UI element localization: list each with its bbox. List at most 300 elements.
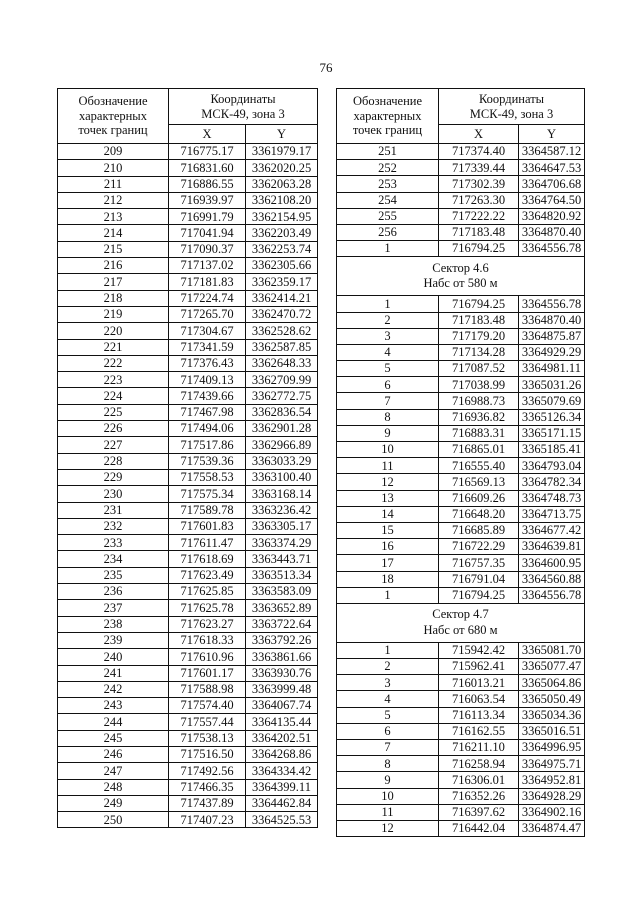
y-coordinate-cell: 3364067.74 — [246, 698, 318, 714]
y-coordinate-cell: 3364713.75 — [519, 506, 585, 522]
y-coordinate-cell: 3365050.49 — [519, 691, 585, 707]
x-coordinate-cell: 716442.04 — [439, 820, 519, 836]
x-coordinate-cell: 716794.25 — [439, 296, 519, 312]
y-coordinate-cell: 3361979.17 — [246, 144, 318, 160]
x-coordinate-cell: 716258.94 — [439, 756, 519, 772]
x-coordinate-cell: 717183.48 — [439, 312, 519, 328]
table-row — [58, 241, 318, 257]
y-coordinate-cell: 3362063.28 — [246, 176, 318, 192]
header-text-line: Обозначение — [78, 94, 148, 109]
point-number-cell: 216 — [58, 258, 169, 274]
table-row — [337, 555, 585, 571]
table-row — [58, 795, 318, 811]
x-coordinate-cell: 716397.62 — [439, 804, 519, 820]
point-number-cell: 12 — [337, 820, 439, 836]
x-coordinate-cell: 717588.98 — [169, 681, 246, 697]
point-number-cell: 1 — [337, 241, 439, 257]
x-column-header: X — [169, 125, 246, 144]
x-coordinate-cell: 717467.98 — [169, 404, 246, 420]
x-coordinate-cell: 716609.26 — [439, 490, 519, 506]
y-coordinate-cell: 3364587.12 — [519, 144, 585, 160]
point-number-cell: 243 — [58, 698, 169, 714]
left-coordinates-table — [57, 88, 318, 828]
point-number-cell: 1 — [337, 296, 439, 312]
table-row — [337, 539, 585, 555]
x-coordinate-cell: 717181.83 — [169, 274, 246, 290]
point-number-cell: 11 — [337, 804, 439, 820]
y-coordinate-cell: 3363305.17 — [246, 518, 318, 534]
y-coordinate-cell: 3364268.86 — [246, 746, 318, 762]
point-number-cell: 1 — [337, 642, 439, 658]
x-coordinate-cell: 717339.44 — [439, 160, 519, 176]
point-number-cell: 248 — [58, 779, 169, 795]
table-row — [337, 344, 585, 360]
table-row — [58, 535, 318, 551]
y-column-header: Y — [246, 125, 318, 144]
point-number-cell: 2 — [337, 659, 439, 675]
coordinates-title: Координаты — [210, 92, 276, 106]
point-number-cell: 218 — [58, 290, 169, 306]
table-row — [337, 522, 585, 538]
table-row — [58, 698, 318, 714]
y-coordinate-cell: 3364875.87 — [519, 328, 585, 344]
point-number-cell: 242 — [58, 681, 169, 697]
x-coordinate-cell: 717575.34 — [169, 486, 246, 502]
x-coordinate-cell: 716013.21 — [439, 675, 519, 691]
table-row — [337, 659, 585, 675]
table-row — [337, 241, 585, 257]
sector-height-label: Набс от 680 м — [423, 622, 498, 637]
point-number-cell: 10 — [337, 788, 439, 804]
point-number-cell: 249 — [58, 795, 169, 811]
table-row — [58, 258, 318, 274]
point-number-cell: 228 — [58, 453, 169, 469]
x-coordinate-cell: 717134.28 — [439, 344, 519, 360]
table-row — [337, 144, 585, 160]
table-row — [337, 691, 585, 707]
x-coordinate-cell: 717263.30 — [439, 192, 519, 208]
x-coordinate-cell: 717222.22 — [439, 208, 519, 224]
x-coordinate-cell: 716991.79 — [169, 209, 246, 225]
point-number-cell: 250 — [58, 812, 169, 828]
point-number-cell: 9 — [337, 772, 439, 788]
x-coordinate-cell: 717137.02 — [169, 258, 246, 274]
point-number-cell: 10 — [337, 442, 439, 458]
coordinate-system-label: МСК-49, зона 3 — [469, 106, 554, 121]
y-coordinate-cell: 3362020.25 — [246, 160, 318, 176]
table-header-row — [58, 89, 318, 125]
coordinates-title: Координаты — [478, 92, 545, 106]
table-row — [337, 442, 585, 458]
point-number-cell: 6 — [337, 723, 439, 739]
x-coordinate-cell: 716162.55 — [439, 723, 519, 739]
point-number-cell: 8 — [337, 409, 439, 425]
table-row — [337, 571, 585, 587]
x-coordinate-cell: 716211.10 — [439, 740, 519, 756]
point-number-cell: 16 — [337, 539, 439, 555]
point-number-cell: 217 — [58, 274, 169, 290]
point-number-cell: 244 — [58, 714, 169, 730]
table-row — [337, 675, 585, 691]
x-coordinate-cell: 717087.52 — [439, 361, 519, 377]
x-coordinate-cell: 717492.56 — [169, 763, 246, 779]
table-row — [58, 388, 318, 404]
point-number-cell: 246 — [58, 746, 169, 762]
x-coordinate-cell: 717516.50 — [169, 746, 246, 762]
y-coordinate-cell: 3362709.99 — [246, 372, 318, 388]
point-number-cell: 252 — [337, 160, 439, 176]
x-coordinate-cell: 716648.20 — [439, 506, 519, 522]
y-coordinate-cell: 3363168.14 — [246, 486, 318, 502]
x-column-header: X — [439, 125, 519, 144]
y-coordinate-cell: 3364525.53 — [246, 812, 318, 828]
y-coordinate-cell: 3363100.40 — [246, 469, 318, 485]
point-number-cell: 14 — [337, 506, 439, 522]
y-coordinate-cell: 3363999.48 — [246, 681, 318, 697]
point-number-cell: 221 — [58, 339, 169, 355]
table-row — [58, 160, 318, 176]
y-coordinate-cell: 3363583.09 — [246, 584, 318, 600]
x-coordinate-cell: 717090.37 — [169, 241, 246, 257]
y-coordinate-cell: 3362253.74 — [246, 241, 318, 257]
sector-header-row — [337, 257, 585, 296]
point-number-cell: 215 — [58, 241, 169, 257]
table-row — [58, 763, 318, 779]
table-row — [58, 306, 318, 322]
table-row — [337, 393, 585, 409]
x-coordinate-cell: 716685.89 — [439, 522, 519, 538]
table-row — [58, 274, 318, 290]
point-number-cell: 3 — [337, 328, 439, 344]
table-row — [337, 208, 585, 224]
x-coordinate-cell: 717589.78 — [169, 502, 246, 518]
point-number-cell: 245 — [58, 730, 169, 746]
point-number-cell: 6 — [337, 377, 439, 393]
point-number-cell: 231 — [58, 502, 169, 518]
x-coordinate-cell: 717341.59 — [169, 339, 246, 355]
point-number-cell: 2 — [337, 312, 439, 328]
y-coordinate-cell: 3364556.78 — [519, 587, 585, 603]
y-coordinate-cell: 3364996.95 — [519, 740, 585, 756]
x-coordinate-cell: 716883.31 — [439, 425, 519, 441]
y-coordinate-cell: 3362359.17 — [246, 274, 318, 290]
x-coordinate-cell: 717618.33 — [169, 632, 246, 648]
y-coordinate-cell: 3362966.89 — [246, 437, 318, 453]
point-number-cell: 4 — [337, 691, 439, 707]
x-coordinate-cell: 717618.69 — [169, 551, 246, 567]
x-coordinate-cell: 717623.27 — [169, 616, 246, 632]
page-number: 76 — [319, 60, 333, 75]
point-number-cell: 254 — [337, 192, 439, 208]
left-table-body — [58, 144, 318, 828]
y-coordinate-cell: 3364782.34 — [519, 474, 585, 490]
y-coordinate-cell: 3364928.29 — [519, 788, 585, 804]
table-row — [58, 632, 318, 648]
y-coordinate-cell: 3364639.81 — [519, 539, 585, 555]
table-row — [337, 458, 585, 474]
x-coordinate-cell: 717538.13 — [169, 730, 246, 746]
point-number-cell: 253 — [337, 176, 439, 192]
y-coordinate-cell: 3362648.33 — [246, 355, 318, 371]
point-number-cell: 209 — [58, 144, 169, 160]
x-coordinate-cell: 716757.35 — [439, 555, 519, 571]
table-row — [58, 372, 318, 388]
header-text-line: Обозначение — [352, 94, 423, 109]
x-coordinate-cell: 717376.43 — [169, 355, 246, 371]
coordinates-header — [169, 89, 318, 125]
x-coordinate-cell: 717374.40 — [439, 144, 519, 160]
table-row — [337, 224, 585, 240]
table-row — [337, 804, 585, 820]
y-coordinate-cell: 3362305.66 — [246, 258, 318, 274]
header-text-line: точек границ — [352, 123, 423, 138]
x-coordinate-cell: 716831.60 — [169, 160, 246, 176]
point-number-cell: 237 — [58, 600, 169, 616]
point-designation-header — [337, 89, 439, 144]
x-coordinate-cell: 717224.74 — [169, 290, 246, 306]
table-row — [58, 600, 318, 616]
y-coordinate-cell: 3363722.64 — [246, 616, 318, 632]
x-coordinate-cell: 716794.25 — [439, 241, 519, 257]
table-row — [337, 707, 585, 723]
point-number-cell: 220 — [58, 323, 169, 339]
sector-height-label: Набс от 580 м — [423, 276, 498, 291]
y-coordinate-cell: 3362414.21 — [246, 290, 318, 306]
x-coordinate-cell: 717439.66 — [169, 388, 246, 404]
x-coordinate-cell: 717466.35 — [169, 779, 246, 795]
y-coordinate-cell: 3364399.11 — [246, 779, 318, 795]
x-coordinate-cell: 716569.13 — [439, 474, 519, 490]
y-coordinate-cell: 3364135.44 — [246, 714, 318, 730]
table-row — [58, 404, 318, 420]
point-number-cell: 226 — [58, 421, 169, 437]
point-number-cell: 251 — [337, 144, 439, 160]
y-coordinate-cell: 3363652.89 — [246, 600, 318, 616]
x-coordinate-cell: 717610.96 — [169, 649, 246, 665]
point-number-cell: 240 — [58, 649, 169, 665]
point-number-cell: 11 — [337, 458, 439, 474]
y-coordinate-cell: 3362528.62 — [246, 323, 318, 339]
table-row — [337, 506, 585, 522]
x-coordinate-cell: 717601.17 — [169, 665, 246, 681]
y-coordinate-cell: 3363033.29 — [246, 453, 318, 469]
x-coordinate-cell: 717407.23 — [169, 812, 246, 828]
table-row — [58, 209, 318, 225]
point-number-cell: 5 — [337, 361, 439, 377]
x-coordinate-cell: 716352.26 — [439, 788, 519, 804]
y-coordinate-cell: 3365126.34 — [519, 409, 585, 425]
y-coordinate-cell: 3362587.85 — [246, 339, 318, 355]
y-coordinate-cell: 3365016.51 — [519, 723, 585, 739]
table-row — [58, 730, 318, 746]
y-coordinate-cell: 3362108.20 — [246, 192, 318, 208]
y-coordinate-cell: 3364600.95 — [519, 555, 585, 571]
table-row — [58, 453, 318, 469]
table-row — [58, 681, 318, 697]
y-coordinate-cell: 3363861.66 — [246, 649, 318, 665]
y-coordinate-cell: 3364647.53 — [519, 160, 585, 176]
right-coordinates-table — [336, 88, 585, 837]
x-coordinate-cell: 717611.47 — [169, 535, 246, 551]
table-row — [58, 225, 318, 241]
x-coordinate-cell: 717558.53 — [169, 469, 246, 485]
x-coordinate-cell: 717517.86 — [169, 437, 246, 453]
y-coordinate-cell: 3365171.15 — [519, 425, 585, 441]
table-row — [337, 361, 585, 377]
point-number-cell: 227 — [58, 437, 169, 453]
point-number-cell: 210 — [58, 160, 169, 176]
table-row — [337, 328, 585, 344]
point-number-cell: 230 — [58, 486, 169, 502]
table-row — [58, 355, 318, 371]
table-row — [337, 772, 585, 788]
point-number-cell: 5 — [337, 707, 439, 723]
y-coordinate-cell: 3364748.73 — [519, 490, 585, 506]
x-coordinate-cell: 716113.34 — [439, 707, 519, 723]
table-row — [337, 312, 585, 328]
x-coordinate-cell: 717265.70 — [169, 306, 246, 322]
table-row — [58, 323, 318, 339]
point-number-cell: 235 — [58, 567, 169, 583]
y-coordinate-cell: 3365081.70 — [519, 642, 585, 658]
table-row — [58, 144, 318, 160]
y-coordinate-cell: 3364870.40 — [519, 312, 585, 328]
point-number-cell: 8 — [337, 756, 439, 772]
table-row — [58, 486, 318, 502]
table-row — [58, 551, 318, 567]
point-number-cell: 236 — [58, 584, 169, 600]
x-coordinate-cell: 717038.99 — [439, 377, 519, 393]
y-coordinate-cell: 3364975.71 — [519, 756, 585, 772]
y-coordinate-cell: 3363236.42 — [246, 502, 318, 518]
y-coordinate-cell: 3364764.50 — [519, 192, 585, 208]
x-coordinate-cell: 716936.82 — [439, 409, 519, 425]
point-number-cell: 214 — [58, 225, 169, 241]
x-coordinate-cell: 715962.41 — [439, 659, 519, 675]
y-coordinate-cell: 3364820.92 — [519, 208, 585, 224]
x-coordinate-cell: 715942.42 — [439, 642, 519, 658]
x-coordinate-cell: 716886.55 — [169, 176, 246, 192]
table-row — [58, 665, 318, 681]
table-row — [58, 779, 318, 795]
table-row — [58, 567, 318, 583]
sector-header-cell — [337, 257, 585, 296]
table-row — [337, 474, 585, 490]
x-coordinate-cell: 716794.25 — [439, 587, 519, 603]
point-number-cell: 234 — [58, 551, 169, 567]
x-coordinate-cell: 716791.04 — [439, 571, 519, 587]
x-coordinate-cell: 716775.17 — [169, 144, 246, 160]
point-number-cell: 15 — [337, 522, 439, 538]
point-number-cell: 224 — [58, 388, 169, 404]
y-coordinate-cell: 3364556.78 — [519, 241, 585, 257]
y-coordinate-cell: 3363513.34 — [246, 567, 318, 583]
point-number-cell: 1 — [337, 587, 439, 603]
x-coordinate-cell: 717574.40 — [169, 698, 246, 714]
table-row — [337, 756, 585, 772]
y-coordinate-cell: 3364902.16 — [519, 804, 585, 820]
table-row — [337, 820, 585, 836]
point-number-cell: 232 — [58, 518, 169, 534]
x-coordinate-cell: 717494.06 — [169, 421, 246, 437]
y-coordinate-cell: 3363443.71 — [246, 551, 318, 567]
point-number-cell: 212 — [58, 192, 169, 208]
point-number-cell: 223 — [58, 372, 169, 388]
point-number-cell: 4 — [337, 344, 439, 360]
y-coordinate-cell: 3362901.28 — [246, 421, 318, 437]
y-coordinate-cell: 3364334.42 — [246, 763, 318, 779]
table-row — [337, 490, 585, 506]
x-coordinate-cell: 717625.85 — [169, 584, 246, 600]
y-coordinate-cell: 3364952.81 — [519, 772, 585, 788]
y-coordinate-cell: 3362203.49 — [246, 225, 318, 241]
table-row — [58, 176, 318, 192]
right-table-body — [337, 144, 585, 837]
point-number-cell: 12 — [337, 474, 439, 490]
x-coordinate-cell: 717041.94 — [169, 225, 246, 241]
y-coordinate-cell: 3363930.76 — [246, 665, 318, 681]
point-number-cell: 256 — [337, 224, 439, 240]
table-row — [337, 409, 585, 425]
y-coordinate-cell: 3364677.42 — [519, 522, 585, 538]
table-header-row — [337, 89, 585, 125]
x-coordinate-cell: 717625.78 — [169, 600, 246, 616]
y-coordinate-cell: 3364929.29 — [519, 344, 585, 360]
table-row — [58, 421, 318, 437]
x-coordinate-cell: 716063.54 — [439, 691, 519, 707]
table-row — [337, 377, 585, 393]
table-row — [58, 469, 318, 485]
coordinate-system-label: МСК-49, зона 3 — [201, 106, 285, 121]
header-text-line: точек границ — [78, 123, 148, 138]
y-coordinate-cell: 3364706.68 — [519, 176, 585, 192]
table-row — [337, 587, 585, 603]
y-coordinate-cell: 3364793.04 — [519, 458, 585, 474]
table-row — [337, 296, 585, 312]
y-coordinate-cell: 3363792.26 — [246, 632, 318, 648]
table-row — [58, 812, 318, 828]
table-row — [337, 788, 585, 804]
point-number-cell: 225 — [58, 404, 169, 420]
x-coordinate-cell: 716865.01 — [439, 442, 519, 458]
point-number-cell: 9 — [337, 425, 439, 441]
point-number-cell: 247 — [58, 763, 169, 779]
x-coordinate-cell: 717183.48 — [439, 224, 519, 240]
point-number-cell: 255 — [337, 208, 439, 224]
table-row — [337, 642, 585, 658]
y-coordinate-cell: 3364556.78 — [519, 296, 585, 312]
point-number-cell: 3 — [337, 675, 439, 691]
table-row — [337, 160, 585, 176]
x-coordinate-cell: 717437.89 — [169, 795, 246, 811]
x-coordinate-cell: 716722.29 — [439, 539, 519, 555]
point-number-cell: 7 — [337, 393, 439, 409]
y-coordinate-cell: 3365031.26 — [519, 377, 585, 393]
x-coordinate-cell: 716988.73 — [439, 393, 519, 409]
point-number-cell: 219 — [58, 306, 169, 322]
point-number-cell: 239 — [58, 632, 169, 648]
y-coordinate-cell: 3363374.29 — [246, 535, 318, 551]
point-number-cell: 213 — [58, 209, 169, 225]
y-coordinate-cell: 3364874.47 — [519, 820, 585, 836]
x-coordinate-cell: 717302.39 — [439, 176, 519, 192]
table-row — [58, 502, 318, 518]
y-coordinate-cell: 3362470.72 — [246, 306, 318, 322]
table-row — [58, 714, 318, 730]
y-coordinate-cell: 3365185.41 — [519, 442, 585, 458]
table-row — [58, 437, 318, 453]
sector-title: Сектор 4.6 — [432, 260, 489, 275]
